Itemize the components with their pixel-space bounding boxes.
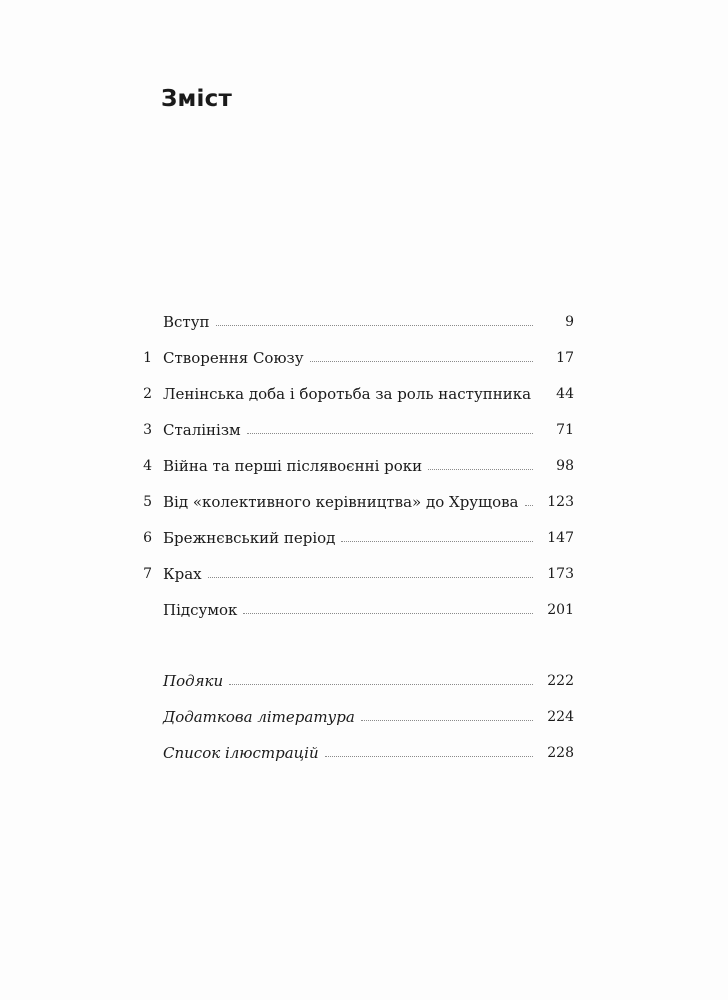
chapter-title: Від «колективного керівництва» до Хрущова	[163, 493, 519, 511]
toc-entry-chapter-7	[0, 562, 728, 586]
page-number: 147	[547, 530, 574, 546]
toc-entry-chapter-3	[0, 418, 728, 442]
dot-leader	[247, 432, 533, 434]
chapter-number: 7	[143, 566, 152, 582]
toc-entry-chapter-4	[0, 454, 728, 478]
chapter-title: Підсумок	[163, 601, 238, 619]
chapter-number: 3	[143, 422, 152, 438]
page-number: 98	[556, 458, 574, 474]
page-number: 224	[547, 709, 574, 725]
page-number: 222	[547, 673, 574, 689]
chapter-number: 4	[143, 458, 152, 474]
dot-leader	[525, 504, 534, 506]
chapter-number: 2	[143, 386, 152, 402]
backmatter-title: Список ілюстрацій	[163, 744, 319, 762]
chapter-title: Вступ	[163, 313, 210, 331]
toc-entry-conclusion	[0, 598, 728, 622]
page-number: 123	[547, 494, 574, 510]
toc-entry-chapter-2	[0, 382, 728, 406]
dot-leader	[341, 540, 533, 542]
dot-leader	[208, 576, 533, 578]
chapter-number: 5	[143, 494, 152, 510]
page-number: 9	[565, 314, 574, 330]
chapter-title: Створення Союзу	[163, 349, 304, 367]
page-number: 71	[556, 422, 574, 438]
chapter-title: Крах	[163, 565, 202, 583]
chapter-number: 1	[143, 350, 152, 366]
page-title: Зміст	[161, 86, 232, 112]
page-number: 17	[556, 350, 574, 366]
dot-leader	[216, 324, 533, 326]
backmatter-title: Додаткова література	[163, 708, 355, 726]
toc-entry-illustrations	[0, 741, 728, 765]
dot-leader	[428, 468, 533, 470]
chapter-title: Ленінська доба і боротьба за роль наступника	[163, 385, 532, 403]
toc-entry-chapter-5	[0, 490, 728, 514]
dot-leader	[325, 755, 533, 757]
toc-entry-chapter-6	[0, 526, 728, 550]
chapter-title: Сталінізм	[163, 421, 241, 439]
page-number: 44	[556, 386, 574, 402]
chapter-title: Війна та перші післявоєнні роки	[163, 457, 423, 475]
chapter-title: Брежнєвський період	[163, 529, 336, 547]
dot-leader	[243, 612, 533, 614]
toc-entry-chapter-1	[0, 346, 728, 370]
chapter-number: 6	[143, 530, 152, 546]
backmatter-title: Подяки	[163, 672, 224, 690]
toc-entry-acknowledgements	[0, 669, 728, 693]
toc-entry-further-reading	[0, 705, 728, 729]
page-number: 228	[547, 745, 574, 761]
page-number: 201	[547, 602, 574, 618]
dot-leader	[229, 683, 533, 685]
toc-entry-intro	[0, 310, 728, 334]
dot-leader	[310, 360, 533, 362]
dot-leader	[361, 719, 533, 721]
page-number: 173	[547, 566, 574, 582]
